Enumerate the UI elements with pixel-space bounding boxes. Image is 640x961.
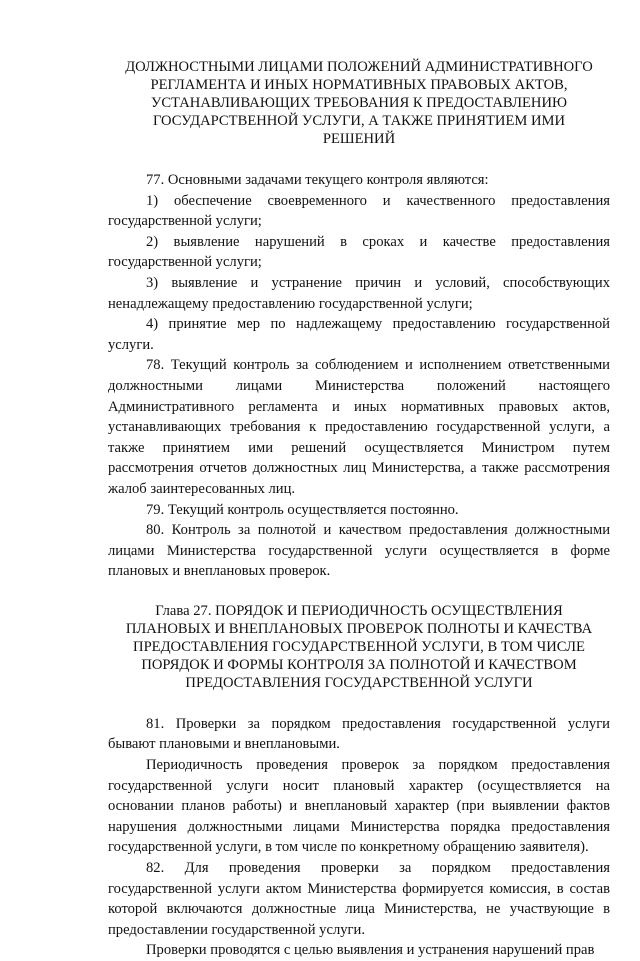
paragraph-77-item-2: 2) выявление нарушений в сроках и качестве предоставления государственной услуги;: [108, 233, 610, 271]
paragraph-77: 77. Основными задачами текущего контроля являются:: [146, 172, 489, 188]
paragraph-77-item-3: 3) выявление и устранение причин и условий, способствующих ненадлежащему предоставлению государственной услуги;: [108, 274, 610, 312]
paragraph-80: 80. Контроль за полнотой и качеством предоставления должностными лицами Министерства государственной услуги осуществляется в форме плановых и внеплановых проверок.: [108, 522, 610, 580]
chapter-27-heading: [108, 602, 610, 692]
paragraph-77-item-1: 1) обеспечение своевременного и качественного предоставления государственной услуги;: [108, 192, 610, 230]
section-heading-control: [108, 58, 610, 148]
heading-line: ПРЕДОСТАВЛЕНИЯ ГОСУДАРСТВЕННОЙ УСЛУГИ, В ТОМ ЧИСЛЕ: [133, 638, 585, 655]
paragraph-periodicity: Периодичность проведения проверок за порядком предоставления государственной услуги носит плановый характер (осуществляется на основании планов работы) и внеплановый характер (при выявлении фактов нарушения должностными лицами Министерства порядка предоставления государственной услуги, в том числе по конкретному обращению заявителя).: [108, 757, 610, 856]
heading-line: УСТАНАВЛИВАЮЩИХ ТРЕБОВАНИЯ К ПРЕДОСТАВЛЕНИЮ: [150, 95, 568, 111]
heading-line: РЕШЕНИЙ: [322, 131, 396, 147]
heading-line: Глава 27. ПОРЯДОК И ПЕРИОДИЧНОСТЬ ОСУЩЕСТВЛЕНИЯ: [155, 602, 563, 619]
heading-line: ПОРЯДОК И ФОРМЫ КОНТРОЛЯ ЗА ПОЛНОТОЙ И КАЧЕСТВОМ: [141, 656, 577, 673]
heading-line: РЕГЛАМЕНТА И ИНЫХ НОРМАТИВНЫХ ПРАВОВЫХ АКТОВ,: [150, 77, 568, 93]
heading-line: ДОЛЖНОСТНЫМИ ЛИЦАМИ ПОЛОЖЕНИЙ АДМИНИСТРАТИВНОГО: [125, 59, 593, 75]
paragraph-81: 81. Проверки за порядком предоставления государственной услуги бывают плановыми и внеплановыми.: [108, 715, 610, 753]
paragraph-77-item-4: 4) принятие мер по надлежащему предоставлению государственной услуги.: [108, 316, 610, 353]
heading-line: ПРЕДОСТАВЛЕНИЯ ГОСУДАРСТВЕННОЙ УСЛУГИ: [185, 674, 533, 691]
heading-line: ПЛАНОВЫХ И ВНЕПЛАНОВЫХ ПРОВЕРОК ПОЛНОТЫ И КАЧЕСТВА: [125, 620, 593, 637]
paragraph-79: 79. Текущий контроль осуществляется постоянно.: [146, 501, 459, 518]
paragraph-82: 82. Для проведения проверки за порядком предоставления государственной услуги актом Министерства формируется комиссия, в состав которой включаются должностные лица Министерства, не участвующие в предоставлении государственной услуги.: [108, 860, 610, 938]
paragraph-78: 78. Текущий контроль за соблюдением и исполнением ответственными должностными лицами Министерства положений настоящего Административного регламента и иных нормативных правовых актов, устанавливающих требования к предоставлению государственной услуги, а также принятием ими решений осуществляется Министром путем рассмотрения отчетов должностных лиц Министерства, а также рассмотрения жалоб заинтересованных лиц.: [108, 357, 610, 497]
paragraph-checks: Проверки проводятся с целью выявления и устранения нарушений прав: [146, 942, 595, 959]
heading-line: ГОСУДАРСТВЕННОЙ УСЛУГИ, А ТАКЖЕ ПРИНЯТИЕМ ИМИ: [152, 113, 566, 129]
